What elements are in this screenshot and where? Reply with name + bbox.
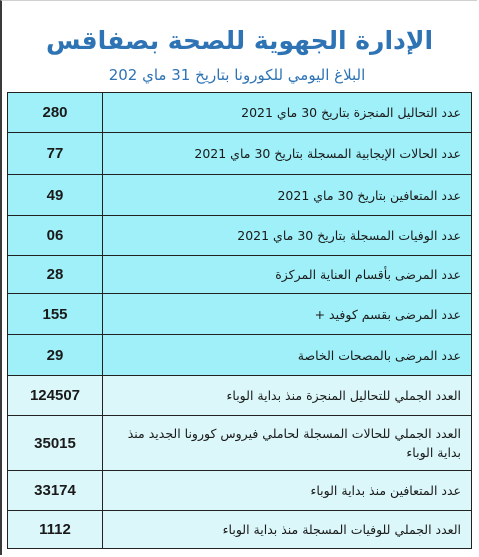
table-row <box>8 294 472 335</box>
row-label: عدد المتعافين بتاريخ 30 ماي 2021 <box>103 175 472 216</box>
row-value: 49 <box>8 175 103 216</box>
row-value: 35015 <box>8 416 103 471</box>
row-value: 06 <box>8 216 103 256</box>
table-row <box>8 216 472 256</box>
row-value: 280 <box>8 93 103 133</box>
row-value: 124507 <box>8 376 103 416</box>
row-label: العدد الجملي للتحاليل المنجزة منذ بداية الوباء <box>103 376 472 416</box>
page-subtitle: البلاغ اليومي للكورونا بتاريخ 31 ماي 202 <box>108 66 366 84</box>
row-label: عدد الحالات الإيجابية المسجلة بتاريخ 30 ماي 2021 <box>103 133 472 175</box>
row-label: العدد الجملي للحالات المسجلة لحاملي فيروس كورونا الجديد منذ بداية الوباء <box>103 416 472 471</box>
row-value: 155 <box>8 294 103 335</box>
row-label: عدد الوفيات المسجلة بتاريخ 30 ماي 2021 <box>103 216 472 256</box>
row-label: العدد الجملي للوفيات المسجلة منذ بداية الوباء <box>103 511 472 549</box>
row-value: 77 <box>8 133 103 175</box>
table-row <box>8 471 472 511</box>
row-value: 28 <box>8 256 103 294</box>
row-label: عدد المرضى بأقسام العناية المركزة <box>103 256 472 294</box>
row-label: عدد التحاليل المنجزة بتاريخ 30 ماي 2021 <box>103 93 472 133</box>
table-row <box>8 175 472 216</box>
table-row <box>8 511 472 549</box>
row-value: 29 <box>8 335 103 376</box>
page-title: الإدارة الجهوية للصحة بصفاقس <box>45 26 434 55</box>
table-row <box>8 416 472 471</box>
row-value: 1112 <box>8 511 103 549</box>
daily-report-table <box>7 92 472 549</box>
table-row <box>8 133 472 175</box>
table-row <box>8 376 472 416</box>
row-label: عدد المتعافين منذ بداية الوباء <box>103 471 472 511</box>
row-value: 33174 <box>8 471 103 511</box>
row-label: عدد المرضى بقسم كوفيد + <box>103 294 472 335</box>
table-row <box>8 335 472 376</box>
table-row <box>8 93 472 133</box>
table-row <box>8 256 472 294</box>
row-label: عدد المرضى بالمصحات الخاصة <box>103 335 472 376</box>
